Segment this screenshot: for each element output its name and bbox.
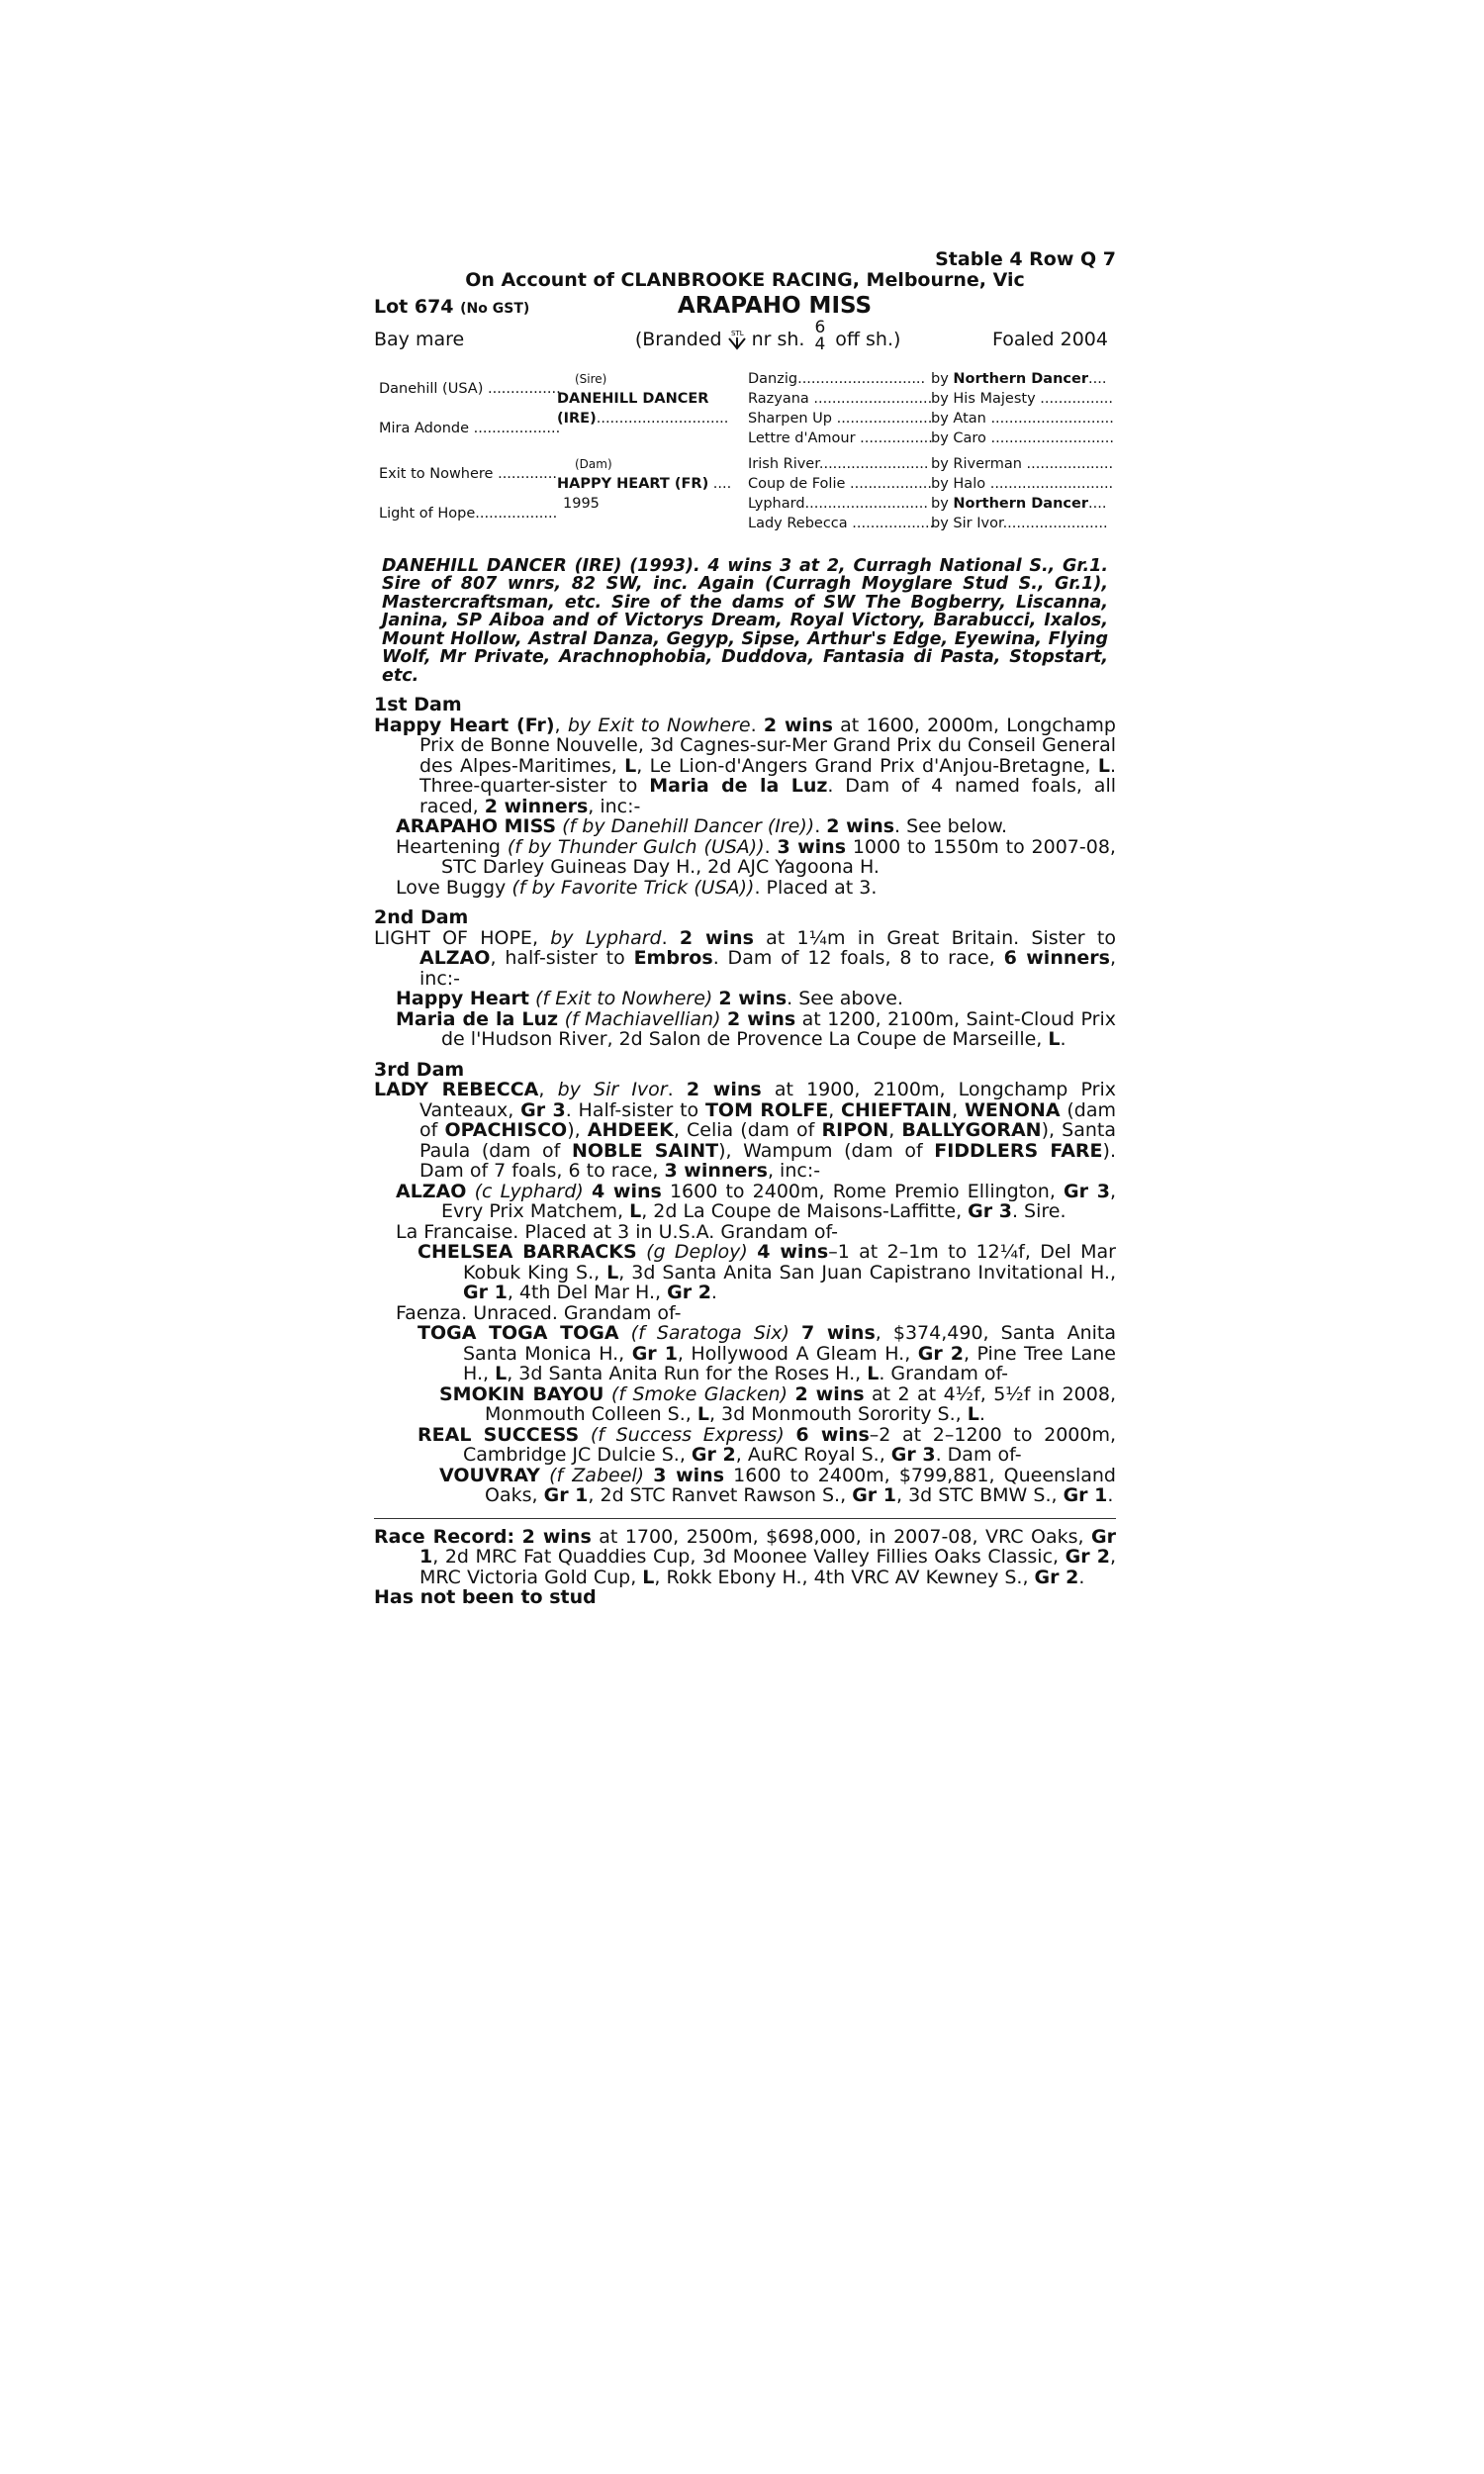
sire-label: (Sire) (575, 371, 607, 386)
pedigree-gen3-5: Irish River........................ (748, 455, 929, 472)
pedigree-gen3-2: Razyana .......................... (748, 390, 933, 407)
descendant-entry: VOUVRAY (f Zabeel) 3 wins 1600 to 2400m, $799,881, Queensland Oaks, Gr 1, 2d STC Ranvet Rawson S., Gr 1, 3d STC BMW S., Gr 1. (439, 1464, 1116, 1506)
stable-location: Stable 4 Row Q 7 (935, 248, 1116, 270)
second-dam-entry: LIGHT OF HOPE, by Lyphard. 2 wins at 1¼m in Great Britain. Sister to ALZAO, half-sister to Embros. Dam of 12 foals, 8 to race, 6 winners, inc:- (374, 926, 1116, 990)
vendor-account: On Account of CLANBROOKE RACING, Melbourne, Vic (465, 268, 1025, 291)
descendant-entry: REAL SUCCESS (f Success Express) 6 wins–2 at 2–1200 to 2000m, Cambridge JC Dulcie S., Gr 2, AuRC Royal S., Gr 3. Dam of- (417, 1423, 1117, 1466)
pedigree-gen4-6: by Halo ........................... (931, 475, 1114, 492)
brand-info: (Branded STL nr sh. 6 4 off sh.) (634, 317, 901, 354)
second-dam-heading: 2nd Dam (374, 906, 469, 928)
pedigree-gen2-4: Light of Hope .................. (379, 505, 558, 522)
foal-entry: Happy Heart (f Exit to Nowhere) 2 wins. See above. (396, 988, 903, 1009)
svg-text:STL: STL (730, 329, 744, 337)
divider (374, 1518, 1116, 1519)
lot-number: Lot 674 (No GST) (374, 296, 530, 318)
pedigree-gen3-3: Sharpen Up ..................... (748, 410, 933, 427)
horse-name: ARAPAHO MISS (677, 293, 873, 319)
pedigree-gen3-4: Lettre d'Amour ................ (748, 429, 933, 446)
pedigree-gen4-1: by Northern Dancer.... (931, 370, 1107, 387)
pedigree-gen3-8: Lady Rebecca .................. (748, 515, 935, 531)
sire-name: DANEHILL DANCER (557, 390, 709, 407)
pedigree-gen3-7: Lyphard........................... (748, 495, 928, 512)
dam-name: HAPPY HEART (FR) .... (557, 475, 732, 492)
pedigree-gen4-3: by Atan ........................... (931, 410, 1114, 427)
catalogue-page (374, 249, 1116, 1608)
dam-label: (Dam) (575, 456, 612, 471)
foal-entry: Maria de la Luz (f Machiavellian) 2 wins at 1200, 2100m, Saint-Cloud Prix de l'Hudson River, 2d Salon de Provence La Coupe de Marseille, L. (396, 1007, 1116, 1050)
pedigree-gen2-3: Exit to Nowhere ............. (379, 465, 558, 482)
foal-entry: Heartening (f by Thunder Gulch (USA)). 3 wins 1000 to 1550m to 2007-08, STC Darley Guineas Day H., 2d AJC Yagoona H. (396, 835, 1116, 878)
foal-entry: Faenza. Unraced. Grandam of- (396, 1301, 682, 1324)
pedigree-gen3-1: Danzig............................ (748, 370, 926, 387)
pedigree-gen2-2: Mira Adonde ................... (379, 420, 561, 436)
foal-entry: ALZAO (c Lyphard) 4 wins 1600 to 2400m, Rome Premio Ellington, Gr 3, Evry Prix Matchem, L, 2d La Coupe de Maisons-Laffitte, Gr 3. Sire. (396, 1180, 1116, 1222)
race-record: Race Record: 2 wins at 1700, 2500m, $698,000, in 2007-08, VRC Oaks, Gr 1, 2d MRC Fat Quaddies Cup, 3d Moonee Valley Fillies Oaks Classic, Gr 2, MRC Victoria Gold Cup, L, Rokk Ebony H., 4th VRC AV Kewney S., Gr 2. (374, 1525, 1117, 1588)
pedigree-gen4-8: by Sir Ivor....................... (931, 515, 1108, 531)
sire-country: (IRE)............................. (557, 410, 729, 427)
descendant-entry: SMOKIN BAYOU (f Smoke Glacken) 2 wins at 2 at 4½f, 5½f in 2008, Monmouth Colleen S., L, 3d Monmouth Sorority S., L. (439, 1382, 1116, 1425)
pedigree-gen2-1: Danehill (USA) ................ (379, 380, 561, 397)
brand-number: 6 4 (814, 317, 826, 354)
descendant-entry: TOGA TOGA TOGA (f Saratoga Six) 7 wins, $374,490, Santa Anita Santa Monica H., Gr 1, Hollywood A Gleam H., Gr 2, Pine Tree Lane H., L, 3d Santa Anita Run for the Roses H., L. Grandam of- (417, 1322, 1116, 1384)
pedigree-gen3-6: Coup de Folie .................. (748, 475, 932, 492)
pedigree-gen4-4: by Caro ........................... (931, 429, 1114, 446)
foal-entry: ARAPAHO MISS (f by Danehill Dancer (Ire)). 2 wins. See below. (396, 815, 1008, 837)
first-dam-heading: 1st Dam (374, 694, 462, 715)
pedigree-table (374, 369, 1116, 533)
description-line (374, 317, 1116, 357)
pedigree-gen4-2: by His Majesty ................ (931, 390, 1114, 407)
lot-line (374, 293, 1116, 320)
sire-summary: DANEHILL DANCER (IRE) (1993). 4 wins 3 at 2, Curragh National S., Gr.1. Sire of 807 wnrs, 82 SW, inc. Again (Curragh Moyglare Stud S., Gr.1), Mastercraftsman, etc. Sire of the dams of SW The Bogberry, Liscanna, Janina, SP Aiboa and of Victorys Dream, Royal Victory, Barabucci, Ixalos, Mount Hollow, Astral Danza, Gegyp, Sipse, Arthur's Edge, Eyewina, Flying Wolf, Mr Private, Arachnophobia, Duddova, Fantasia di Pasta, Stopstart, etc. (382, 555, 1108, 686)
first-dam-entry: Happy Heart (Fr), by Exit to Nowhere. 2 wins at 1600, 2000m, Longchamp Prix de Bonne Nouvelle, 3d Cagnes-sur-Mer Grand Prix du Conseil General des Alpes-Maritimes, L, Le Lion-d'Angers Grand Prix d'Anjou-Bretagne, L. Three-quarter-sister to Maria de la Luz. Dam of 4 named foals, all raced, 2 winners, inc:- (374, 714, 1117, 817)
foal-entry: Love Buggy (f by Favorite Trick (USA)). Placed at 3. (396, 876, 878, 899)
third-dam-heading: 3rd Dam (374, 1058, 465, 1081)
dam-year: 1995 (563, 495, 600, 512)
foaled-year: Foaled 2004 (992, 329, 1108, 351)
descendant-entry: CHELSEA BARRACKS (g Deploy) 4 wins–1 at 2–1m to 12¼f, Del Mar Kobuk King S., L, 3d Santa Anita San Juan Capistrano Invitational H., Gr 1, 4th Del Mar H., Gr 2. (417, 1241, 1116, 1303)
pedigree-gen4-5: by Riverman ................... (931, 455, 1114, 472)
horse-sex: Bay mare (374, 329, 465, 351)
third-dam-entry: LADY REBECCA, by Sir Ivor. 2 wins at 1900, 2100m, Longchamp Prix Vanteaux, Gr 3. Half-sister to TOM ROLFE, CHIEFTAIN, WENONA (dam of OPACHISCO), AHDEEK, Celia (dam of RIPON, BALLYGORAN), Santa Paula (dam of NOBLE SAINT), Wampum (dam of FIDDLERS FARE). Dam of 7 foals, 6 to race, 3 winners, inc:- (374, 1079, 1116, 1182)
foal-entry: La Francaise. Placed at 3 in U.S.A. Grandam of- (396, 1220, 838, 1243)
brand-mark-icon (726, 329, 748, 352)
stud-status: Has not been to stud (374, 1586, 597, 1608)
pedigree-gen4-7: by Northern Dancer.... (931, 495, 1107, 512)
